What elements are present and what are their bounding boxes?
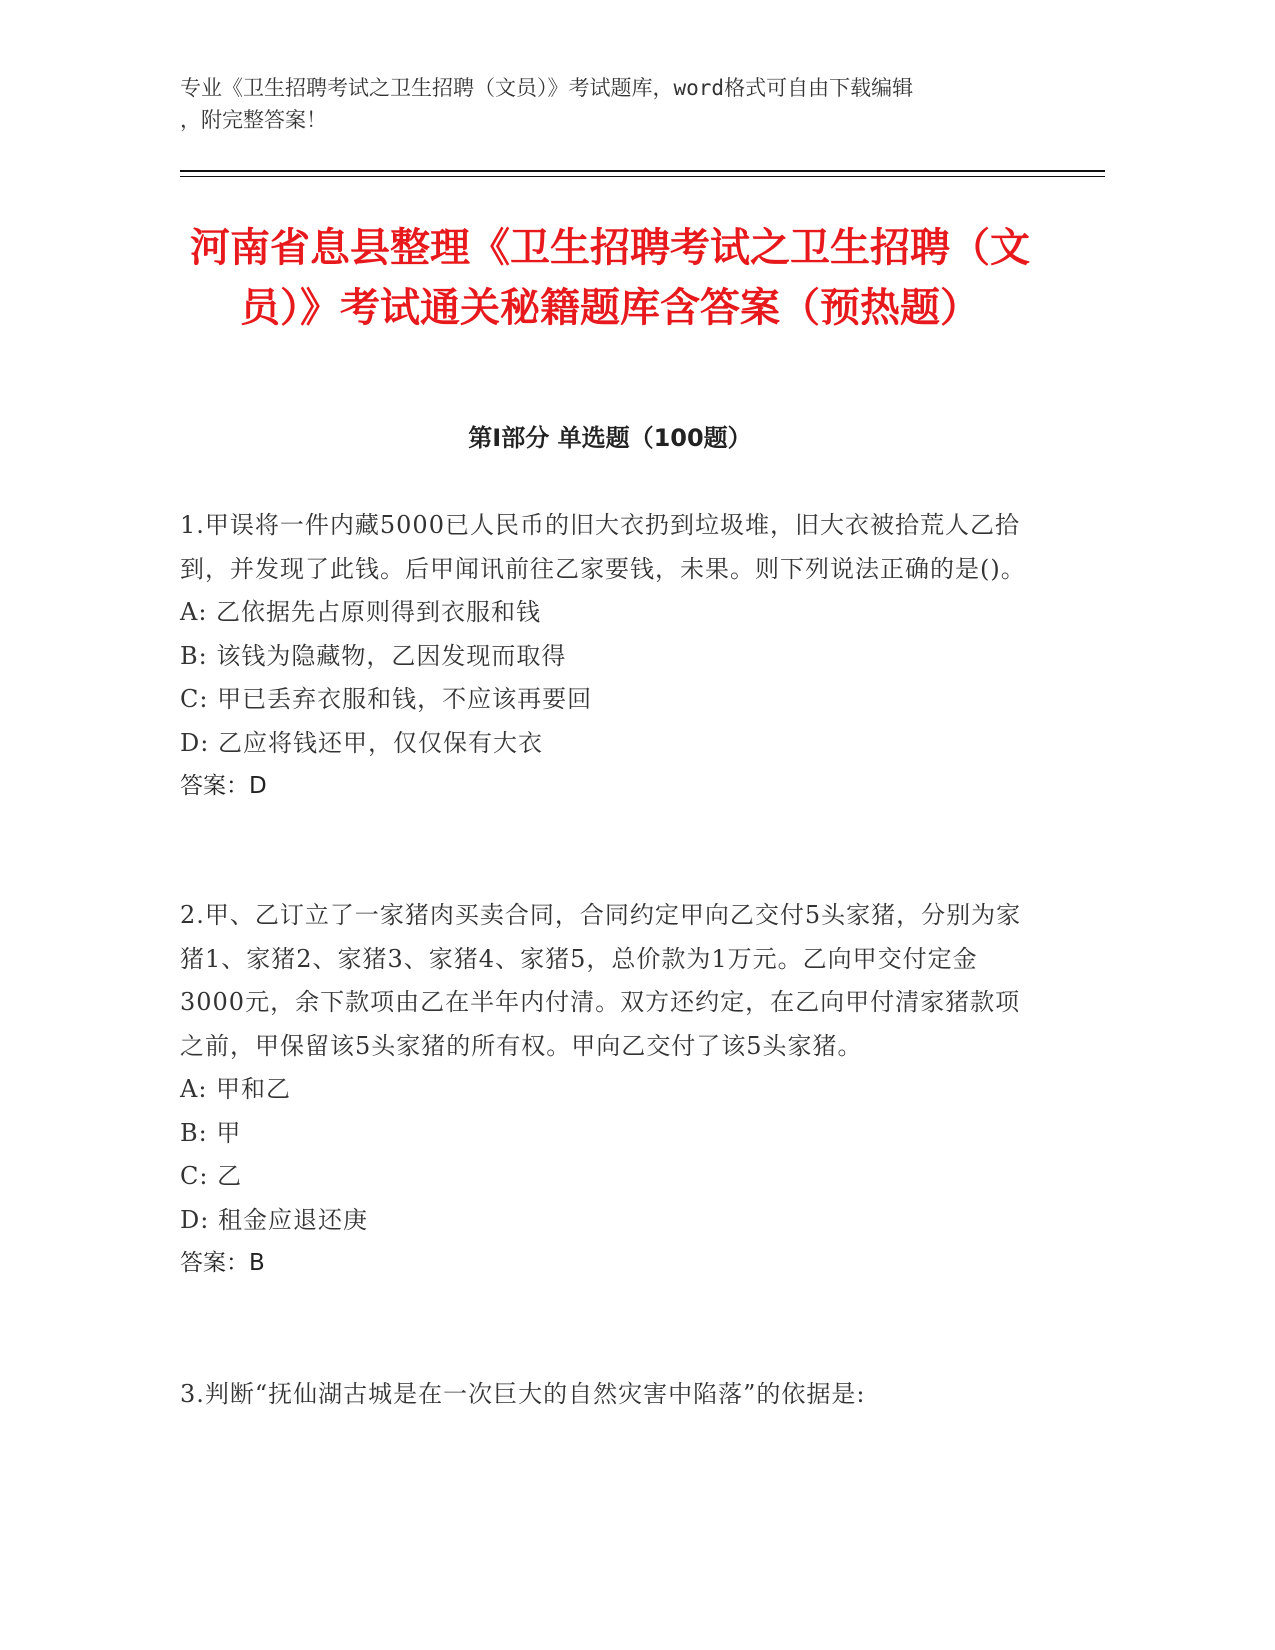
- option-a: A: 甲和乙: [180, 1075, 292, 1103]
- question-stem: 1.甲误将一件内藏5000已人民币的旧大衣扔到垃圾堆，旧大衣被拾荒人乙拾到，并发现了此钱。后甲闻讯前往乙家要钱，未果。则下列说法正确的是()。: [180, 511, 1026, 583]
- option-b: B: 该钱为隐藏物，乙因发现而取得: [180, 641, 567, 670]
- header-divider-thin: [180, 176, 1105, 177]
- question-3: [180, 1373, 1040, 1417]
- header-note-line-1: 专业《卫生招聘考试之卫生招聘（文员）》考试题库，word格式可自由下载编辑: [180, 76, 914, 100]
- option-c: C: 乙: [180, 1162, 243, 1190]
- document-title: 河南省息县整理《卫生招聘考试之卫生招聘（文员）》考试通关秘籍题库含答案（预热题）: [190, 225, 1030, 331]
- header-note: [180, 72, 1040, 136]
- header-note-line-2: ，附完整答案！: [180, 108, 327, 132]
- option-c: C: 甲已丢弃衣服和钱，不应该再要回: [180, 685, 593, 713]
- option-d: D: 乙应将钱还甲，仅仅保有大衣: [180, 728, 543, 757]
- question-stem: 3.判断“抚仙湖古城是在一次巨大的自然灾害中陷落”的依据是:: [180, 1380, 866, 1408]
- question-2: [180, 894, 1040, 1286]
- question-stem: 2.甲、乙订立了一家猪肉买卖合同，合同约定甲向乙交付5头家猪，分别为家猪1、家猪2、家猪3、家猪4、家猪5，总价款为1万元。乙向甲交付定金3000元，余下款项由乙在半年内付清。双方还约定，在乙向甲付清家猪款项之前，甲保留该5头家猪的所有权。甲向乙交付了该5头家猪。: [180, 901, 1022, 1060]
- header-divider-thick: [180, 170, 1105, 172]
- option-a: A: 乙依据先占原则得到衣服和钱: [180, 598, 542, 626]
- answer: 答案：B: [180, 1250, 265, 1276]
- question-1: [180, 504, 1040, 809]
- option-b: B: 甲: [180, 1118, 242, 1147]
- option-d: D: 租金应退还庚: [180, 1205, 368, 1234]
- section-heading: 第Ⅰ部分 单选题（100题）: [468, 424, 752, 452]
- answer: 答案：D: [180, 773, 267, 799]
